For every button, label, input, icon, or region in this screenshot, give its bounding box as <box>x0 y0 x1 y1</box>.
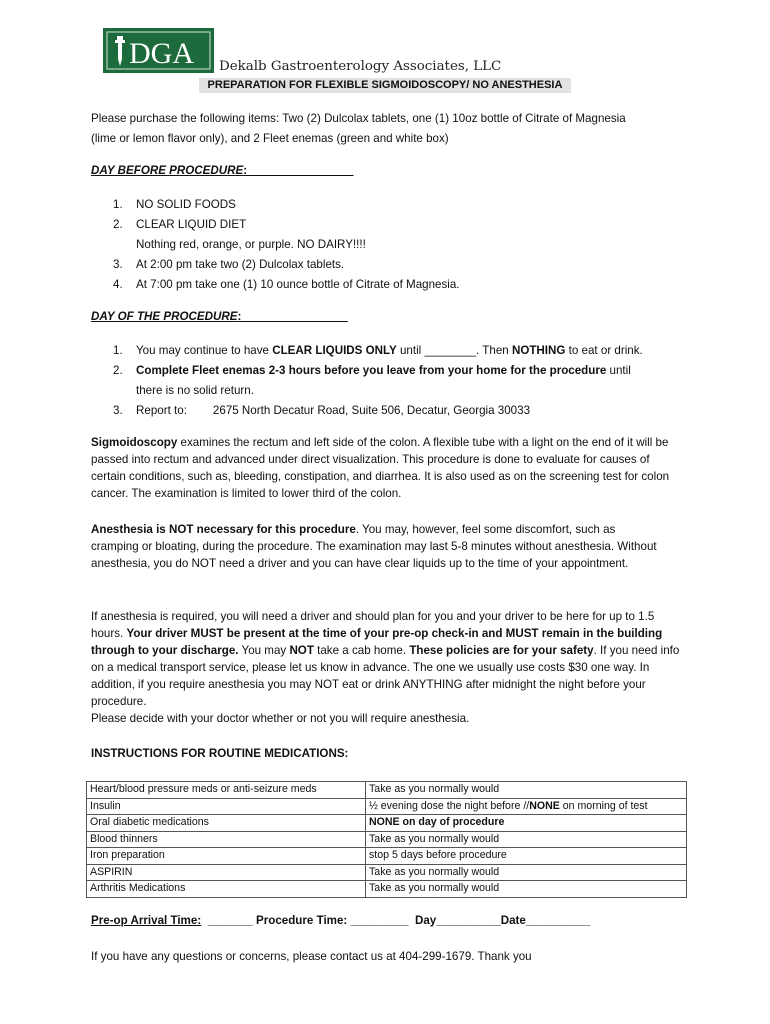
text-part: . If you need info on a medical transport service, please let us know in advance. The one we usually use costs $30 one way. In addition, if you require anesthesia you may NOT eat or drink ANYTHING after midnight the night before your procedure. <box>91 644 680 708</box>
item-text-part: until ________. Then <box>396 344 512 357</box>
anesthesia-paragraph <box>91 521 661 572</box>
procedure-time-line: Procedure Time: _________ Day__________Date__________ <box>256 914 591 927</box>
instruction-cell: NONE on day of procedure <box>366 815 687 832</box>
item-text <box>136 341 643 361</box>
safety-policy: These policies are for your safety <box>409 644 594 657</box>
day-before-date-blank: : ________________ <box>243 164 354 177</box>
instruction-cell: stop 5 days before procedure <box>366 848 687 865</box>
driver-requirement: Your driver MUST be present at the time of your pre-op check-in and MUST remain in the building through to your discharge. <box>91 627 663 657</box>
day-before-title: DAY BEFORE PROCEDURE <box>91 164 244 177</box>
table-row <box>87 831 687 848</box>
sigmoidoscopy-term: Sigmoidoscopy <box>91 436 178 449</box>
item-number: 1. <box>113 198 123 211</box>
instruction-part: ½ evening dose the night before // <box>369 799 530 812</box>
clinic-address: 2675 North Decatur Road, Suite 506, Decatur, Georgia 30033 <box>212 404 531 417</box>
table-row <box>87 881 687 898</box>
medication-cell: Arthritis Medications <box>87 881 366 898</box>
table-row <box>87 815 687 832</box>
item-text-part: to eat or drink. <box>565 344 643 357</box>
medication-cell: Heart/blood pressure meds or anti-seizure meds <box>87 782 366 799</box>
logo-text: DGA <box>129 37 194 70</box>
decide-with-doctor: Please decide with your doctor whether or not you will require anesthesia. <box>91 712 470 725</box>
text-part: take a cab home. <box>313 644 410 657</box>
table-row <box>87 798 687 815</box>
medications-heading: INSTRUCTIONS FOR ROUTINE MEDICATIONS: <box>91 747 349 760</box>
preop-arrival-blank: _______ <box>201 914 256 927</box>
item-text-part: until <box>606 364 631 377</box>
report-to-label: Report to: <box>136 404 187 417</box>
clear-liquids-emphasis: CLEAR LIQUIDS ONLY <box>272 344 397 357</box>
preop-arrival-label: Pre-op Arrival Time: <box>91 914 202 927</box>
item-text: NO SOLID FOODS <box>136 198 236 211</box>
instruction-cell <box>366 798 687 815</box>
list-item <box>113 275 693 295</box>
day-of-date-blank: : ________________ <box>237 310 348 323</box>
table-row <box>87 782 687 799</box>
item-number: 4. <box>113 278 123 291</box>
list-item <box>113 235 693 255</box>
text-part: You may <box>238 644 290 657</box>
item-text: Nothing red, orange, or purple. NO DAIRY!!!! <box>136 238 366 251</box>
medication-cell: Insulin <box>87 798 366 815</box>
list-item <box>113 341 693 361</box>
list-item <box>113 361 693 381</box>
not-emphasis: NOT <box>289 644 314 657</box>
day-before-list <box>113 195 693 295</box>
item-text: At 2:00 pm take two (2) Dulcolax tablets. <box>136 258 345 271</box>
document-title: PREPARATION FOR FLEXIBLE SIGMOIDOSCOPY/ NO ANESTHESIA <box>199 78 571 93</box>
company-name: Dekalb Gastroenterology Associates, LLC <box>219 59 502 74</box>
item-number: 1. <box>113 344 123 357</box>
intro-line-2: (lime or lemon flavor only), and 2 Fleet enemas (green and white box) <box>91 132 449 145</box>
list-item <box>113 255 693 275</box>
medication-cell: Iron preparation <box>87 848 366 865</box>
item-text: CLEAR LIQUID DIET <box>136 218 247 231</box>
item-text <box>136 361 631 381</box>
anesthesia-text: . You may, however, feel some discomfort, such as cramping or bloating, during the procedure. The examination may last 5-8 minutes without anesthesia. Without anesthesia, you do NOT need a driver and you can have clear liquids up to the time of your appointment. <box>91 523 657 570</box>
item-text: there is no solid return. <box>136 384 254 397</box>
list-item <box>113 195 693 215</box>
list-item <box>113 215 693 235</box>
contact-line: If you have any questions or concerns, please contact us at 404-299-1679. Thank you <box>91 950 532 963</box>
intro-line-1: Please purchase the following items: Two (2) Dulcolax tablets, one (1) 10oz bottle of Citrate of Magnesia <box>91 112 626 125</box>
table-row <box>87 848 687 865</box>
text-part: If anesthesia is required, you will need a driver and should plan for you and your driver to be here for up to 1.5 hours. <box>91 610 655 640</box>
medications-table <box>86 781 687 898</box>
item-text-part: You may continue to have <box>136 344 273 357</box>
item-number: 3. <box>113 404 123 417</box>
sigmoidoscopy-paragraph <box>91 434 687 502</box>
day-of-title: DAY OF THE PROCEDURE <box>91 310 238 323</box>
sigmoidoscopy-text: examines the rectum and left side of the colon. A flexible tube with a light on the end of it will be passed into rectum and advanced under direct visualization. This procedure is done to evaluate for causes of certain conditions, such as, bleeding, constipation, and diarrhea. It is also used as on the screening test for colon cancer. The examination is limited to lower third of the colon. <box>91 436 670 500</box>
instruction-part: on morning of test <box>559 799 648 812</box>
medication-cell: Blood thinners <box>87 831 366 848</box>
medication-cell: Oral diabetic medications <box>87 815 366 832</box>
item-text: At 7:00 pm take one (1) 10 ounce bottle of Citrate of Magnesia. <box>136 278 460 291</box>
table-row <box>87 864 687 881</box>
instruction-cell: Take as you normally would <box>366 881 687 898</box>
none-emphasis: NONE <box>529 799 560 812</box>
nothing-emphasis: NOTHING <box>511 344 566 357</box>
intro-paragraph <box>91 110 691 147</box>
medication-cell: ASPIRIN <box>87 864 366 881</box>
item-number: 3. <box>113 258 123 271</box>
item-number: 2. <box>113 364 123 377</box>
instruction-cell: Take as you normally would <box>366 831 687 848</box>
if-anesthesia-paragraph <box>91 608 681 727</box>
list-item <box>113 401 693 421</box>
enema-instruction: Complete Fleet enemas 2-3 hours before you leave from your home for the procedure <box>136 364 607 377</box>
anesthesia-statement: Anesthesia is NOT necessary for this procedure <box>91 523 356 536</box>
item-number: 2. <box>113 218 123 231</box>
instruction-cell: Take as you normally would <box>366 864 687 881</box>
appointment-times-line <box>91 914 590 927</box>
day-before-heading <box>91 164 354 177</box>
day-of-heading <box>91 310 348 323</box>
day-of-list <box>113 341 693 421</box>
instruction-cell: Take as you normally would <box>366 782 687 799</box>
logo-graphic <box>103 28 214 73</box>
item-text <box>136 401 530 421</box>
dga-logo <box>103 28 214 73</box>
list-item <box>113 381 693 401</box>
